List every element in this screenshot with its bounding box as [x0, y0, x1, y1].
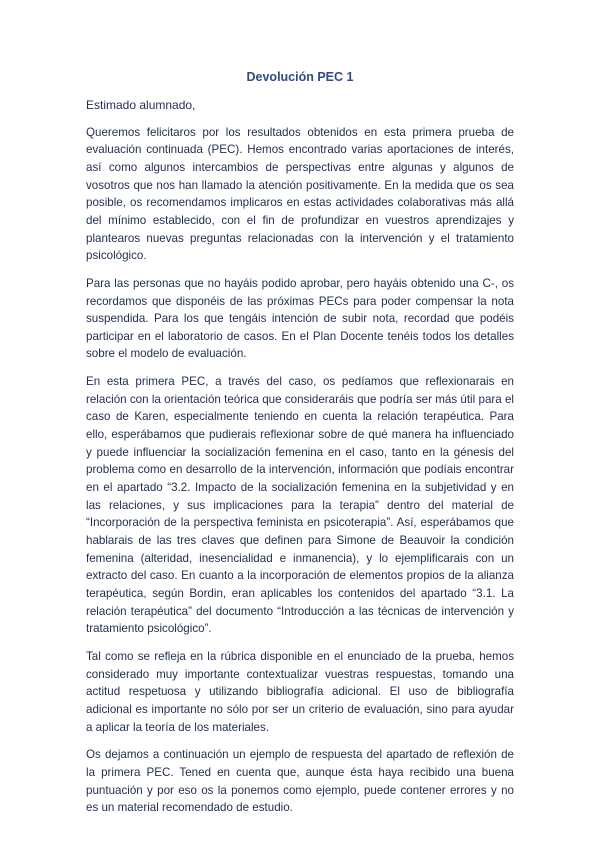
paragraph-rubric: Tal como se refleja en la rúbrica disponible en el enunciado de la prueba, hemos considerado muy importante contextualizar vuestras respuestas, tomando una actitud respetuosa y utilizando bibliografía adicional. El uso de bibliografía adicional es importante no sólo por ser un criterio de evaluación, sino para ayudar a aplicar la teoría de los materiales.	[86, 649, 514, 734]
document-title: Devolución PEC 1	[246, 70, 354, 84]
paragraph-congratulations: Queremos felicitaros por los resultados obtenidos en esta primera prueba de evaluación continuada (PEC). Hemos encontrado varias aportaciones de interés, así como algunos intercambios de perspectivas entre algunas y algunos de vosotros que nos han llamado la atención positivamente. En la medida que os sea posible, os recomendamos implicaros en estas actividades colaborativas más allá del mínimo establecido, con el fin de profundizar en vuestros aprendizajes y plantearos nuevas preguntas relacionadas con la intervención y el tratamiento psicológico.	[86, 125, 514, 263]
document-page	[86, 69, 514, 827]
paragraph-example-answer: Os dejamos a continuación un ejemplo de respuesta del apartado de reflexión de la primera PEC. Tened en cuenta que, aunque ésta haya recibido una buena puntuación y por eso os la ponemos como ejemplo, puede contener errores y no es un material recomendado de estudio.	[86, 748, 514, 815]
paragraph-failed-students: Para las personas que no hayáis podido aprobar, pero hayáis obtenido una C-, os recordamos que disponéis de las próximas PECs para poder compensar la nota suspendida. Para los que tengáis intención de subir nota, recordad que podéis participar en el laboratorio de casos. En el Plan Docente tenéis todos los detalles sobre el modelo de evaluación.	[86, 276, 514, 361]
paragraph-case-reflection: En esta primera PEC, a través del caso, os pedíamos que reflexionarais en relación con la orientación teórica que consideraráis que podría ser más útil para el caso de Karen, especialmente teniendo en cuenta la relación terapéutica. Para ello, esperábamos que pudierais reflexionar sobre de qué manera ha influenciado y puede influenciar la socialización femenina en el caso, tanto en la génesis del problema como en desarrollo de la intervención, información que podíais encontrar en el apartado “3.2. Impacto de la socialización femenina en la subjetividad y en las relaciones, y sus implicaciones para la terapia” dentro del material de “Incorporación de la perspectiva feminista en psicoterapia”. Así, esperábamos que hablarais de las tres claves que definen para Simone de Beauvoir la condición femenina (alteridad, inesencialidad e inmanencia), y lo ejemplificarais con un extracto del caso. En cuanto a la incorporación de elementos propios de la alianza terapéutica, según Bordin, eran aplicables los contenidos del apartado “3.1. La relación terapéutica” del documento “Introducción a las técnicas de intervención y tratamiento psicológico”.	[86, 375, 514, 636]
greeting: Estimado alumnado,	[86, 98, 196, 112]
